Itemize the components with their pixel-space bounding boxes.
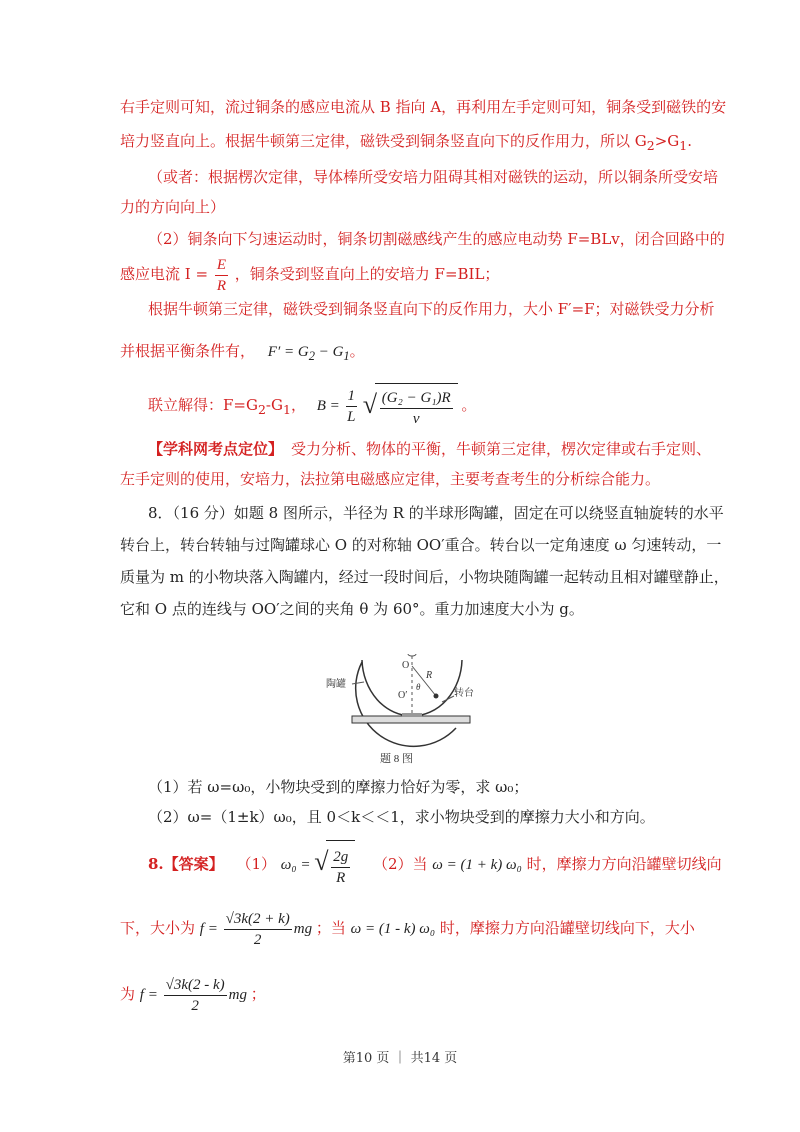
denominator: v [412,411,420,428]
answer-tag: 8.【答案】 [148,855,224,873]
text-segment: 时，摩擦力方向沿罐壁切线向下，大小 [439,919,695,937]
jar-base [402,713,422,717]
eq-part: − G [314,344,344,360]
denominator: R [216,277,226,294]
eq-part: mg [228,987,247,1003]
radical-sign: √ [314,847,329,877]
eq-part: F′ = G [267,344,309,360]
text-segment: 下，大小为 [120,919,196,937]
fraction-f-minus [164,975,227,1016]
equation-B [316,388,462,428]
text-segment: 。 [349,342,365,360]
label-R: R [426,670,433,681]
label-theta: θ [416,682,421,692]
question-8-part-2: （2）ω=（1±k）ω₀，且 0＜k＜＜1，求小物块受到的摩擦力大小和方向。 [148,808,655,826]
subscript: 2 [646,138,655,153]
question-8-line-1: 8．（16 分）如题 8 图所示，半径为 R 的半球形陶罐，固定在可以绕竖直轴旋转的水平 [148,504,724,522]
equation-f-plus [199,911,316,949]
text-segment: 受力分析、物体的平衡，牛顿第三定律，楞次定律或右手定则、 [291,440,712,458]
fraction-2g-over-R [331,847,350,888]
eq-part: ω₀ = [280,857,311,873]
label-O-prime: O′ [398,690,408,701]
figure-8-diagram [322,654,482,770]
eq-part: f = [139,987,158,1003]
label-table: 转台 [454,688,474,699]
eq-part: mg [293,921,313,937]
subscript: 2 [308,349,315,363]
text-segment: （1） [236,855,276,873]
text-segment: 感应电流 I = [120,265,209,283]
radical-sign: √ [362,390,378,420]
answer-8-line-3 [120,972,266,1017]
equation-balance [267,344,350,363]
text-segment: ，铜条受到竖直向上的安培力 F=BIL； [234,265,500,283]
label-jar: 陶罐 [326,679,346,690]
answer-line-5: （2）铜条向下匀速运动时，铜条切割磁感线产生的感应电动势 F=BLv，闭合回路中的 [148,230,725,248]
question-8-line-3: 质量为 m 的小物块落入陶罐内，经过一段时间后，小物块随陶罐一起转动且相对罐壁静止， [120,568,729,586]
square-root [314,840,355,891]
equation-omega-plus: ω = (1 + k) ω₀ [432,857,522,873]
numerator: 2g [331,847,350,868]
text-segment: ；当 [315,919,346,937]
turntable [352,716,470,723]
numerator: √3k(2 + k) [224,909,292,930]
text-segment: . [687,132,693,150]
answer-8-line-2 [120,906,695,951]
jar-outline [356,662,456,746]
exam-point-line-1 [148,438,711,460]
text-segment: （2）当 [372,855,428,873]
text-segment: 为 [120,985,136,1003]
subscript: 2 [257,402,266,417]
label-O: O [402,660,410,671]
eq-part: f = [199,921,218,937]
page-footer: 第10 页 ｜ 共14 页 [342,1051,458,1066]
answer-line-8 [120,340,365,367]
subscript: 1 [343,349,350,363]
answer-line-2 [120,130,692,157]
text-segment: 培力竖直向上。根据牛顿第三定律，磁铁受到铜条竖直向下的反作用力，所以 G [120,132,647,150]
rotation-arrow-icon [408,654,416,656]
hemispherical-jar-diagram [322,654,482,770]
denominator: L [347,409,356,426]
fraction-E-over-R [215,255,228,296]
numerator: E [215,255,228,276]
question-8-part-1: （1）若 ω=ω₀，小物块受到的摩擦力恰好为零，求 ω₀； [148,778,529,796]
answer-line-1: 右手定则可知，流过铜条的感应电流从 B 指向 A，再利用左手定则可知，铜条受到磁铁的安 [120,98,727,116]
text-segment: 并根据平衡条件有， [120,342,256,360]
answer-line-6 [120,254,499,296]
numerator: 1 [346,386,358,407]
answer-line-4: 力的方向向上） [120,198,226,216]
denominator: R [336,870,346,887]
answer-line-7: 根据牛顿第三定律，磁铁受到铜条竖直向下的反作用力，大小 F′=F；对磁铁受力分析 [148,300,715,318]
exam-point-line-2: 左手定则的使用，安培力，法拉第电磁感应定律，主要考查考生的分析综合能力。 [120,470,661,488]
numerator: √3k(2 - k) [164,975,227,996]
text-segment: 时，摩擦力方向沿罐壁切线向 [526,855,722,873]
eq-part: B = [316,398,340,414]
jar-pointer-line [352,682,364,684]
text-segment: 联立解得：F=G [148,396,258,414]
answer-line-3: （或者：根据楞次定律，导体棒所受安培力阻碍其相对磁铁的运动，所以铜条所受安培 [148,168,719,186]
table-pointer-line [442,696,454,702]
fraction-f-plus [224,909,292,950]
denominator: 2 [191,998,199,1015]
figure-caption: 题 8 图 [380,753,413,765]
small-block [434,694,439,699]
fraction-radicand [380,388,453,429]
subscript: 1 [679,138,688,153]
answer-8-line-1 [148,840,722,891]
answer-line-9 [148,383,476,432]
text-segment: ， [290,396,306,414]
exam-point-tag: 【学科网考点定位】 [148,440,284,458]
text-segment: >G [654,132,680,150]
text-segment: -G [265,396,283,414]
denominator: 2 [253,932,262,949]
numerator: (G₂ − G₁)R [380,388,453,409]
square-root [363,383,458,430]
question-8-line-4: 它和 O 点的连线与 OO′之间的夹角 θ 为 60°。重力加速度大小为 g。 [120,600,584,618]
equation-omega-minus: ω = (1 - k) ω₀ [350,921,436,937]
subscript: 1 [282,402,291,417]
text-segment: ； [250,985,266,1003]
equation-f-minus [139,977,251,1015]
fraction-1-over-L [346,386,358,427]
equation-omega0 [280,847,359,887]
text-segment: 。 [461,396,477,414]
question-8-line-2: 转台上，转台转轴与过陶罐球心 O 的对称轴 OO′重合。转台以一定角速度 ω 匀速转动，一 [120,536,722,554]
